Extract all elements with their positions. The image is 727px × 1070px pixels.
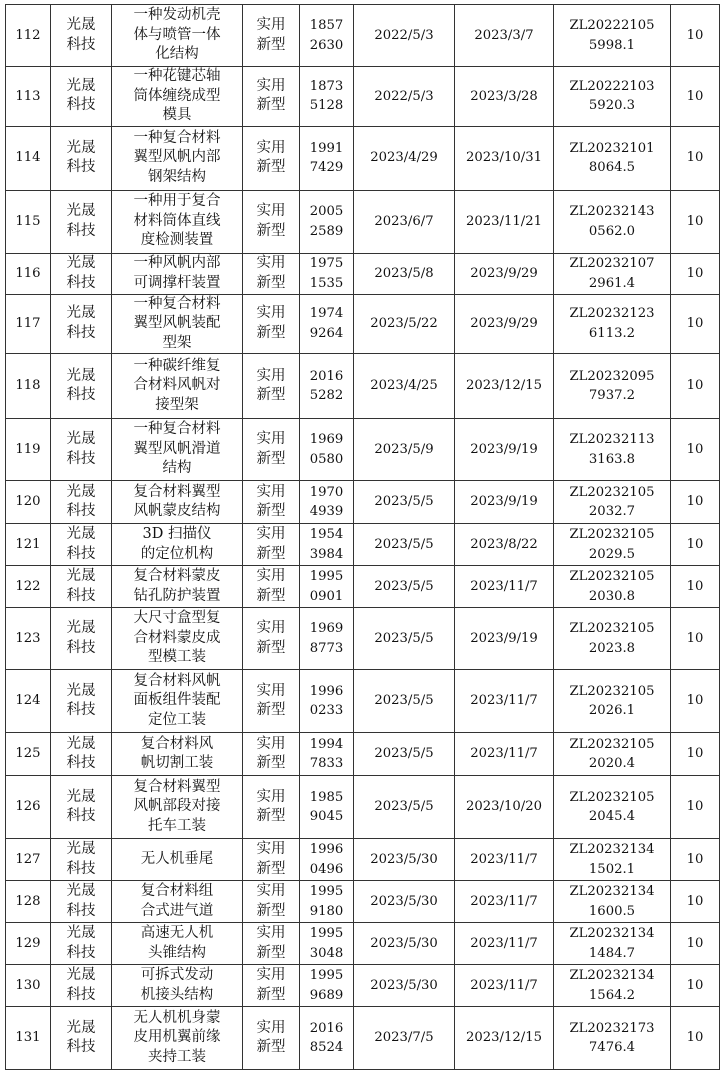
patent-name-cell: 复合材料翼型 风帆部段对接 托车工装: [112, 776, 243, 839]
patent-number-cell: ZL20232105 2020.4: [554, 733, 671, 776]
application-number-cell: 1974 9264: [300, 294, 354, 354]
grant-date-cell: 2023/9/29: [455, 294, 554, 354]
score-cell: 10: [671, 67, 720, 127]
patent-name-cell: 一种复合材料 翼型风帆装配 型架: [112, 294, 243, 354]
patent-name-cell: 可拆式发动 机接头结构: [112, 965, 243, 1007]
row-number-cell: 131: [6, 1007, 51, 1070]
score-cell: 10: [671, 419, 720, 481]
row-number-cell: 114: [6, 126, 51, 190]
patent-number-cell: ZL20232134 1502.1: [554, 839, 671, 881]
patent-table: [5, 4, 720, 1070]
patent-type-cell: 实用 新型: [243, 419, 300, 481]
company-cell: 光晟 科技: [51, 253, 112, 294]
company-cell: 光晟 科技: [51, 776, 112, 839]
table-row: [6, 923, 720, 965]
apply-date-cell: 2022/5/3: [354, 67, 455, 127]
row-number-cell: 115: [6, 190, 51, 253]
table-row: [6, 126, 720, 190]
application-number-cell: 1996 0233: [300, 670, 354, 733]
patent-type-cell: 实用 新型: [243, 190, 300, 253]
apply-date-cell: 2023/5/30: [354, 881, 455, 923]
grant-date-cell: 2023/11/7: [455, 839, 554, 881]
apply-date-cell: 2023/6/7: [354, 190, 455, 253]
company-cell: 光晟 科技: [51, 839, 112, 881]
grant-date-cell: 2023/9/19: [455, 419, 554, 481]
patent-name-cell: 一种发动机壳 体与喷管一体 化结构: [112, 5, 243, 67]
patent-name-cell: 复合材料风帆 面板组件装配 定位工装: [112, 670, 243, 733]
patent-name-cell: 一种用于复合 材料筒体直线 度检测装置: [112, 190, 243, 253]
patent-number-cell: ZL20232113 3163.8: [554, 419, 671, 481]
patent-number-cell: ZL20232101 8064.5: [554, 126, 671, 190]
patent-type-cell: 实用 新型: [243, 1007, 300, 1070]
row-number-cell: 125: [6, 733, 51, 776]
grant-date-cell: 2023/11/7: [455, 733, 554, 776]
row-number-cell: 119: [6, 419, 51, 481]
grant-date-cell: 2023/9/19: [455, 608, 554, 670]
patent-name-cell: 复合材料翼型 风帆蒙皮结构: [112, 481, 243, 524]
patent-type-cell: 实用 新型: [243, 566, 300, 608]
score-cell: 10: [671, 923, 720, 965]
apply-date-cell: 2023/5/30: [354, 839, 455, 881]
patent-name-cell: 高速无人机 头锥结构: [112, 923, 243, 965]
patent-number-cell: ZL20232105 2026.1: [554, 670, 671, 733]
row-number-cell: 126: [6, 776, 51, 839]
grant-date-cell: 2023/10/20: [455, 776, 554, 839]
score-cell: 10: [671, 524, 720, 566]
table-row: [6, 5, 720, 67]
apply-date-cell: 2023/5/5: [354, 524, 455, 566]
patent-number-cell: ZL20232134 1484.7: [554, 923, 671, 965]
score-cell: 10: [671, 126, 720, 190]
grant-date-cell: 2023/11/7: [455, 965, 554, 1007]
table-row: [6, 524, 720, 566]
score-cell: 10: [671, 294, 720, 354]
apply-date-cell: 2022/5/3: [354, 5, 455, 67]
application-number-cell: 1975 1535: [300, 253, 354, 294]
patent-name-cell: 复合材料组 合式进气道: [112, 881, 243, 923]
patent-number-cell: ZL20222103 5920.3: [554, 67, 671, 127]
table-row: [6, 67, 720, 127]
table-row: [6, 733, 720, 776]
table-row: [6, 670, 720, 733]
application-number-cell: 1995 9180: [300, 881, 354, 923]
company-cell: 光晟 科技: [51, 881, 112, 923]
patent-number-cell: ZL20222105 5998.1: [554, 5, 671, 67]
patent-type-cell: 实用 新型: [243, 923, 300, 965]
row-number-cell: 122: [6, 566, 51, 608]
patent-number-cell: ZL20232105 2023.8: [554, 608, 671, 670]
table-row: [6, 881, 720, 923]
grant-date-cell: 2023/11/7: [455, 670, 554, 733]
apply-date-cell: 2023/7/5: [354, 1007, 455, 1070]
company-cell: 光晟 科技: [51, 67, 112, 127]
patent-name-cell: 复合材料风 帆切割工装: [112, 733, 243, 776]
company-cell: 光晟 科技: [51, 965, 112, 1007]
grant-date-cell: 2023/11/7: [455, 881, 554, 923]
patent-type-cell: 实用 新型: [243, 481, 300, 524]
apply-date-cell: 2023/5/22: [354, 294, 455, 354]
apply-date-cell: 2023/5/5: [354, 776, 455, 839]
apply-date-cell: 2023/5/5: [354, 670, 455, 733]
patent-name-cell: 一种碳纤维复 合材料风帆对 接型架: [112, 354, 243, 419]
patent-type-cell: 实用 新型: [243, 67, 300, 127]
row-number-cell: 117: [6, 294, 51, 354]
apply-date-cell: 2023/5/5: [354, 733, 455, 776]
row-number-cell: 128: [6, 881, 51, 923]
application-number-cell: 1969 8773: [300, 608, 354, 670]
apply-date-cell: 2023/5/5: [354, 481, 455, 524]
company-cell: 光晟 科技: [51, 524, 112, 566]
company-cell: 光晟 科技: [51, 294, 112, 354]
patent-type-cell: 实用 新型: [243, 839, 300, 881]
grant-date-cell: 2023/11/21: [455, 190, 554, 253]
patent-number-cell: ZL20232095 7937.2: [554, 354, 671, 419]
apply-date-cell: 2023/5/8: [354, 253, 455, 294]
grant-date-cell: 2023/11/7: [455, 566, 554, 608]
patent-name-cell: 复合材料蒙皮 钻孔防护装置: [112, 566, 243, 608]
patent-name-cell: 一种复合材料 翼型风帆滑道 结构: [112, 419, 243, 481]
row-number-cell: 112: [6, 5, 51, 67]
patent-name-cell: 一种风帆内部 可调撑杆装置: [112, 253, 243, 294]
patent-type-cell: 实用 新型: [243, 5, 300, 67]
row-number-cell: 113: [6, 67, 51, 127]
score-cell: 10: [671, 776, 720, 839]
grant-date-cell: 2023/3/28: [455, 67, 554, 127]
patent-name-cell: 一种复合材料 翼型风帆内部 钢架结构: [112, 126, 243, 190]
company-cell: 光晟 科技: [51, 733, 112, 776]
patent-number-cell: ZL20232173 7476.4: [554, 1007, 671, 1070]
table-row: [6, 294, 720, 354]
patent-number-cell: ZL20232134 1600.5: [554, 881, 671, 923]
patent-number-cell: ZL20232143 0562.0: [554, 190, 671, 253]
row-number-cell: 130: [6, 965, 51, 1007]
patent-type-cell: 实用 新型: [243, 776, 300, 839]
score-cell: 10: [671, 190, 720, 253]
patent-number-cell: ZL20232134 1564.2: [554, 965, 671, 1007]
row-number-cell: 118: [6, 354, 51, 419]
apply-date-cell: 2023/5/30: [354, 965, 455, 1007]
company-cell: 光晟 科技: [51, 5, 112, 67]
application-number-cell: 1994 7833: [300, 733, 354, 776]
row-number-cell: 121: [6, 524, 51, 566]
apply-date-cell: 2023/5/30: [354, 923, 455, 965]
company-cell: 光晟 科技: [51, 190, 112, 253]
patent-number-cell: ZL20232105 2029.5: [554, 524, 671, 566]
apply-date-cell: 2023/5/5: [354, 608, 455, 670]
grant-date-cell: 2023/9/29: [455, 253, 554, 294]
table-row: [6, 190, 720, 253]
grant-date-cell: 2023/9/19: [455, 481, 554, 524]
patent-type-cell: 实用 新型: [243, 670, 300, 733]
apply-date-cell: 2023/4/25: [354, 354, 455, 419]
patent-number-cell: ZL20232107 2961.4: [554, 253, 671, 294]
row-number-cell: 123: [6, 608, 51, 670]
application-number-cell: 1857 2630: [300, 5, 354, 67]
score-cell: 10: [671, 253, 720, 294]
score-cell: 10: [671, 481, 720, 524]
grant-date-cell: 2023/8/22: [455, 524, 554, 566]
patent-type-cell: 实用 新型: [243, 881, 300, 923]
application-number-cell: 1995 9689: [300, 965, 354, 1007]
grant-date-cell: 2023/3/7: [455, 5, 554, 67]
application-number-cell: 2005 2589: [300, 190, 354, 253]
application-number-cell: 1954 3984: [300, 524, 354, 566]
table-row: [6, 419, 720, 481]
patent-name-cell: 一种花键芯轴 筒体缠绕成型 模具: [112, 67, 243, 127]
row-number-cell: 120: [6, 481, 51, 524]
application-number-cell: 1985 9045: [300, 776, 354, 839]
patent-name-cell: 大尺寸盒型复 合材料蒙皮成 型模工装: [112, 608, 243, 670]
table-row: [6, 839, 720, 881]
company-cell: 光晟 科技: [51, 670, 112, 733]
company-cell: 光晟 科技: [51, 566, 112, 608]
score-cell: 10: [671, 839, 720, 881]
application-number-cell: 1970 4939: [300, 481, 354, 524]
company-cell: 光晟 科技: [51, 126, 112, 190]
table-row: [6, 566, 720, 608]
application-number-cell: 1873 5128: [300, 67, 354, 127]
patent-type-cell: 实用 新型: [243, 253, 300, 294]
company-cell: 光晟 科技: [51, 1007, 112, 1070]
score-cell: 10: [671, 881, 720, 923]
table-body: [6, 5, 720, 1070]
patent-type-cell: 实用 新型: [243, 965, 300, 1007]
table-row: [6, 481, 720, 524]
application-number-cell: 2016 8524: [300, 1007, 354, 1070]
score-cell: 10: [671, 965, 720, 1007]
score-cell: 10: [671, 566, 720, 608]
company-cell: 光晟 科技: [51, 354, 112, 419]
company-cell: 光晟 科技: [51, 481, 112, 524]
grant-date-cell: 2023/12/15: [455, 354, 554, 419]
patent-number-cell: ZL20232105 2030.8: [554, 566, 671, 608]
apply-date-cell: 2023/4/29: [354, 126, 455, 190]
patent-name-cell: 无人机机身蒙 皮用机翼前缘 夹持工装: [112, 1007, 243, 1070]
patent-type-cell: 实用 新型: [243, 733, 300, 776]
patent-number-cell: ZL20232105 2045.4: [554, 776, 671, 839]
application-number-cell: 2016 5282: [300, 354, 354, 419]
application-number-cell: 1995 3048: [300, 923, 354, 965]
apply-date-cell: 2023/5/5: [354, 566, 455, 608]
table-row: [6, 253, 720, 294]
company-cell: 光晟 科技: [51, 923, 112, 965]
patent-name-cell: 无人机垂尾: [112, 839, 243, 881]
grant-date-cell: 2023/11/7: [455, 923, 554, 965]
score-cell: 10: [671, 733, 720, 776]
apply-date-cell: 2023/5/9: [354, 419, 455, 481]
patent-type-cell: 实用 新型: [243, 126, 300, 190]
table-row: [6, 1007, 720, 1070]
score-cell: 10: [671, 670, 720, 733]
company-cell: 光晟 科技: [51, 419, 112, 481]
company-cell: 光晟 科技: [51, 608, 112, 670]
table-row: [6, 608, 720, 670]
row-number-cell: 124: [6, 670, 51, 733]
application-number-cell: 1995 0901: [300, 566, 354, 608]
score-cell: 10: [671, 5, 720, 67]
row-number-cell: 129: [6, 923, 51, 965]
row-number-cell: 127: [6, 839, 51, 881]
grant-date-cell: 2023/12/15: [455, 1007, 554, 1070]
table-row: [6, 776, 720, 839]
patent-type-cell: 实用 新型: [243, 524, 300, 566]
patent-name-cell: 3D 扫描仪 的定位机构: [112, 524, 243, 566]
application-number-cell: 1969 0580: [300, 419, 354, 481]
application-number-cell: 1996 0496: [300, 839, 354, 881]
application-number-cell: 1991 7429: [300, 126, 354, 190]
patent-type-cell: 实用 新型: [243, 294, 300, 354]
patent-type-cell: 实用 新型: [243, 608, 300, 670]
grant-date-cell: 2023/10/31: [455, 126, 554, 190]
table-row: [6, 965, 720, 1007]
score-cell: 10: [671, 1007, 720, 1070]
score-cell: 10: [671, 608, 720, 670]
patent-number-cell: ZL20232123 6113.2: [554, 294, 671, 354]
patent-type-cell: 实用 新型: [243, 354, 300, 419]
row-number-cell: 116: [6, 253, 51, 294]
score-cell: 10: [671, 354, 720, 419]
table-row: [6, 354, 720, 419]
patent-number-cell: ZL20232105 2032.7: [554, 481, 671, 524]
